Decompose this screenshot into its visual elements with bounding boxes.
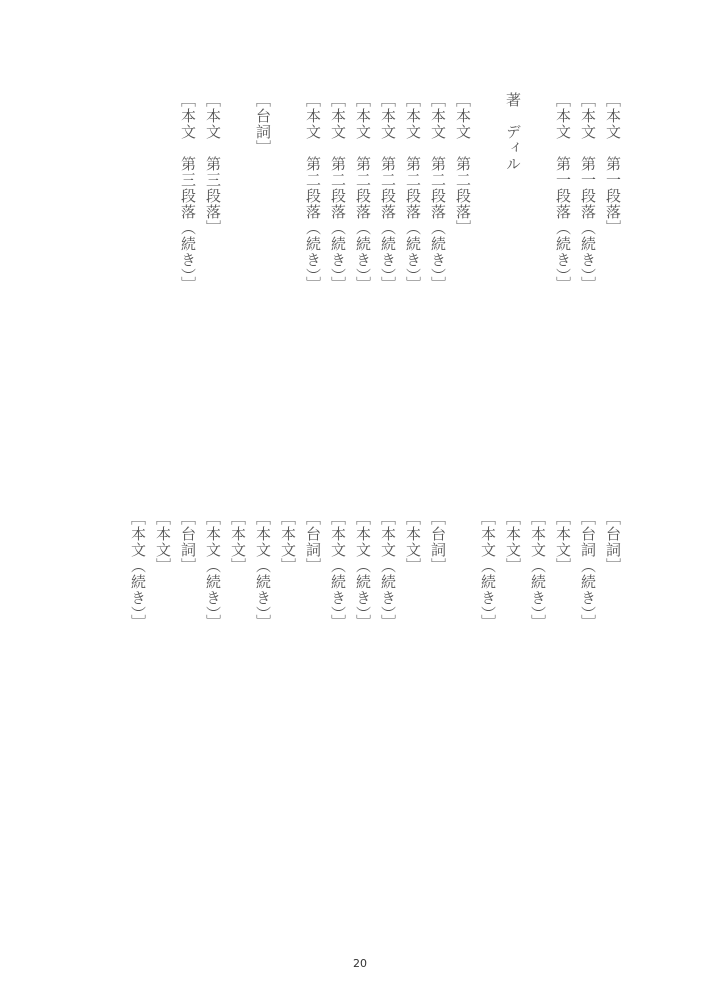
text-column: ［本文（続き）］ — [379, 510, 397, 631]
text-column — [525, 92, 550, 452]
text-column: ［本文 第三段落（続き）］ — [179, 92, 197, 293]
text-column: ［本文 第三段落］ — [204, 92, 222, 236]
text-column: ［本文（続き）］ — [129, 510, 147, 631]
text-column: ［本文 第二段落］ — [454, 92, 472, 236]
page-number: 20 — [353, 957, 367, 970]
text-column: ［台詞］ — [604, 510, 622, 574]
text-column: ［本文（続き）］ — [529, 510, 547, 631]
text-column: 著 ディル — [504, 92, 522, 172]
text-column: ［本文］ — [154, 510, 172, 574]
text-column: ［本文］ — [504, 510, 522, 574]
text-column: ［本文 第一段落］ — [604, 92, 622, 236]
text-column: ［台詞］ — [179, 510, 197, 574]
text-column: ［本文 第一段落（続き）］ — [579, 92, 597, 293]
text-column — [225, 92, 250, 452]
text-column: ［本文 第一段落（続き）］ — [554, 92, 572, 293]
text-column: ［本文（続き）］ — [354, 510, 372, 631]
text-column: ［台詞］ — [254, 92, 272, 156]
text-block-top — [100, 92, 625, 452]
text-column: ［本文 第二段落（続き）］ — [354, 92, 372, 293]
text-column: ［本文 第二段落（続き）］ — [429, 92, 447, 293]
text-column: ［本文］ — [404, 510, 422, 574]
text-column: ［本文（続き）］ — [254, 510, 272, 631]
text-column — [450, 510, 475, 890]
text-column — [275, 92, 300, 452]
text-block-bottom — [129, 510, 625, 890]
text-column: ［本文 第二段落（続き）］ — [404, 92, 422, 293]
text-column — [475, 92, 500, 452]
text-column: ［本文 第二段落（続き）］ — [379, 92, 397, 293]
text-column: ［台詞］ — [304, 510, 322, 574]
text-column: ［台詞］ — [429, 510, 447, 574]
text-column: ［台詞（続き）］ — [579, 510, 597, 631]
text-column: ［本文（続き）］ — [204, 510, 222, 631]
text-column: ［本文（続き）］ — [329, 510, 347, 631]
text-column: ［本文］ — [554, 510, 572, 574]
text-column: ［本文（続き）］ — [479, 510, 497, 631]
text-column: ［本文 第二段落（続き）］ — [329, 92, 347, 293]
text-column: ［本文 第二段落（続き）］ — [304, 92, 322, 293]
text-column: ［本文］ — [229, 510, 247, 574]
text-column: ［本文］ — [279, 510, 297, 574]
